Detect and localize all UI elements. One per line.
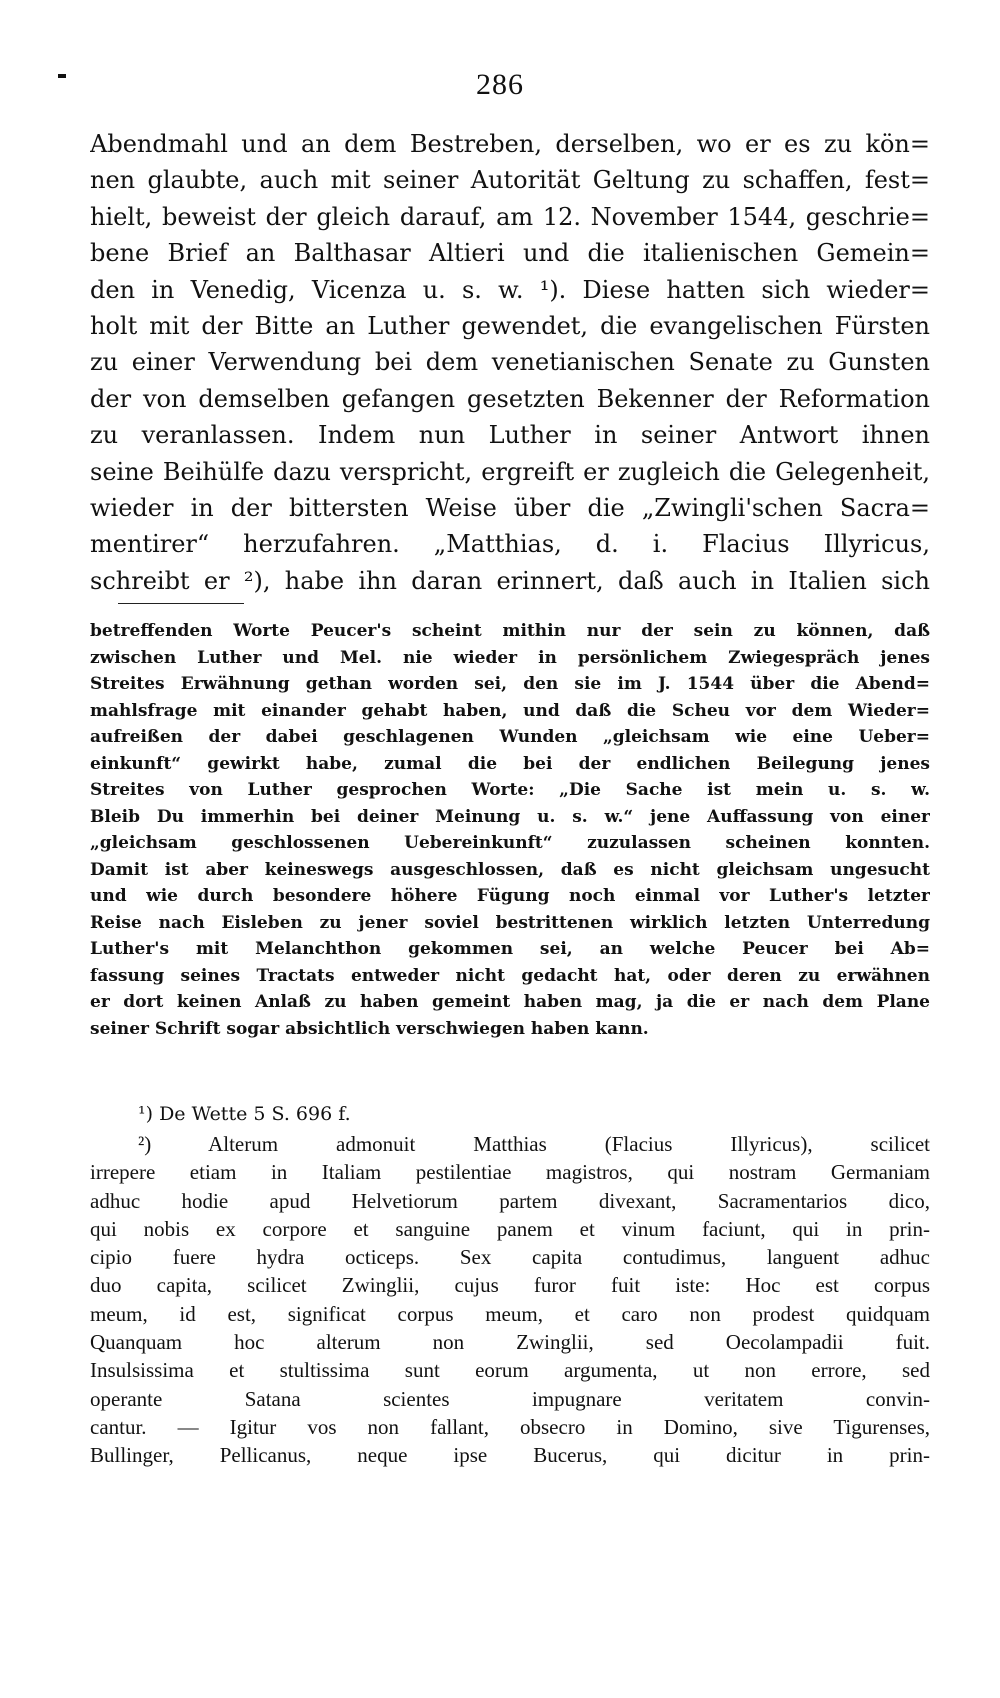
page-number: 286 [476,68,524,101]
main-text-line: wieder in der bittersten Weise über die „Zwingli'schen Sacra= [90,494,930,523]
footnote-line: fassung seines Tractats entweder nicht gedacht hat, oder deren zu erwähnen [90,965,930,986]
footnote-line: einkunft“ gewirkt habe, zumal die bei der endlichen Beilegung jenes [90,753,930,774]
footnote-line: er dort keinen Anlaß zu haben gemeint haben mag, ja die er nach dem Plane [90,992,930,1012]
footnote-line: Bleib Du immerhin bei deiner Meinung u. s. w.“ jene Auffassung von einer [90,806,930,827]
footnote-line: zwischen Luther und Mel. nie wieder in persönlichem Zwiegespräch jenes [90,647,930,668]
footnote-line: seiner Schrift sogar absichtlich verschwiegen haben kann. [90,1018,649,1039]
main-text-line: mentirer“ herzufahren. „Matthias, d. i. Flacius Illyricus, [90,530,930,559]
footnote-2-line: cipio fuere hydra octiceps. Sex capita contudimus, languent adhuc [90,1245,930,1270]
footnote-line: Streites von Luther gesprochen Worte: „Die Sache ist mein u. s. w. [90,780,930,800]
main-text-line: seine Beihülfe dazu verspricht, ergreift er zugleich die Gelegenheit, [90,457,930,486]
main-text-line: hielt, beweist der gleich darauf, am 12. November 1544, geschrie= [90,202,930,231]
main-text-line: nen glaubte, auch mit seiner Autorität Geltung zu schaffen, fest= [90,166,930,195]
footnote-2-line: Quanquam hoc alterum non Zwinglii, sed Oecolampadii fuit. [90,1330,930,1355]
footnote-line: Reise nach Eisleben zu jener soviel bestrittenen wirklich letzten Unterredung [90,912,930,933]
footnote-2-line: Bullinger, Pellicanus, neque ipse Bucerus, qui dicitur in prin- [90,1443,930,1468]
footnote-line: Damit ist aber keineswegs ausgeschlossen, daß es nicht gleichsam ungesucht [90,859,930,880]
main-text-line: der von demselben gefangen gesetzten Bekenner der Reformation [90,384,930,413]
footnote-2-line: adhuc hodie apud Helvetiorum partem divexant, Sacramentarios dico, [90,1188,930,1213]
main-text-line: Abendmahl und an dem Bestreben, derselben, wo er es zu kön= [90,130,930,158]
footnote-2-line: duo capita, scilicet Zwinglii, cujus furor fuit iste: Hoc est corpus [90,1273,930,1298]
footnote-2 [90,1130,930,1470]
footnote-2-line: ²) Alterum admonuit Matthias (Flacius Illyricus), scilicet [138,1132,930,1156]
footnote-2-line: irrepere etiam in Italiam pestilentiae magistros, qui nostram Germaniam [90,1160,930,1185]
footnote-2-line: meum, id est, significat corpus meum, et caro non prodest quidquam [90,1301,930,1326]
footnote-2-line: Insulsissima et stultissima sunt eorum argumenta, ut non errore, sed [90,1358,930,1383]
main-text-line: zu veranlassen. Indem nun Luther in seiner Antwort ihnen [90,421,930,450]
main-text-line: zu einer Verwendung bei dem venetianischen Senate zu Gunsten [90,348,930,377]
main-text-line: schreibt er ²), habe ihn daran erinnert, daß auch in Italien sich [90,566,930,595]
footnote-line: aufreißen der dabei geschlagenen Wunden „gleichsam wie eine Ueber= [90,727,930,747]
footnote-line: betreffenden Worte Peucer's scheint mithin nur der sein zu können, daß [90,621,930,641]
footnote-line: und wie durch besondere höhere Fügung noch einmal vor Luther's letzter [90,886,930,906]
main-text [90,126,930,599]
main-text-line: den in Venedig, Vicenza u. s. w. ¹). Diese hatten sich wieder= [90,275,930,304]
footnote-line: Luther's mit Melanchthon gekommen sei, an welche Peucer bei Ab= [90,939,930,959]
footnote-line: „gleichsam geschlossenen Uebereinkunft“ zuzulassen scheinen konnten. [90,833,930,853]
footnote-line: Streites Erwähnung gethan worden sei, den sie im J. 1544 über die Abend= [90,674,930,694]
footnote-2-line: qui nobis ex corpore et sanguine panem et vinum faciunt, qui in prin- [90,1216,930,1241]
footnote-line: mahlsfrage mit einander gehabt haben, und daß die Scheu vor dem Wieder= [90,700,930,721]
footnote-1: ¹) De Wette 5 S. 696 f. [138,1103,351,1125]
footnote-2-line: operante Satana scientes impugnare veritatem convin- [90,1386,930,1411]
main-text-line: holt mit der Bitte an Luther gewendet, die evangelischen Fürsten [90,312,930,341]
continued-footnote [90,618,930,1042]
main-text-line: bene Brief an Balthasar Altieri und die italienischen Gemein= [90,239,930,268]
footnote-separator [118,603,244,604]
footnote-2-line: cantur. — Igitur vos non fallant, obsecro in Domino, sive Tigurenses, [90,1414,930,1439]
